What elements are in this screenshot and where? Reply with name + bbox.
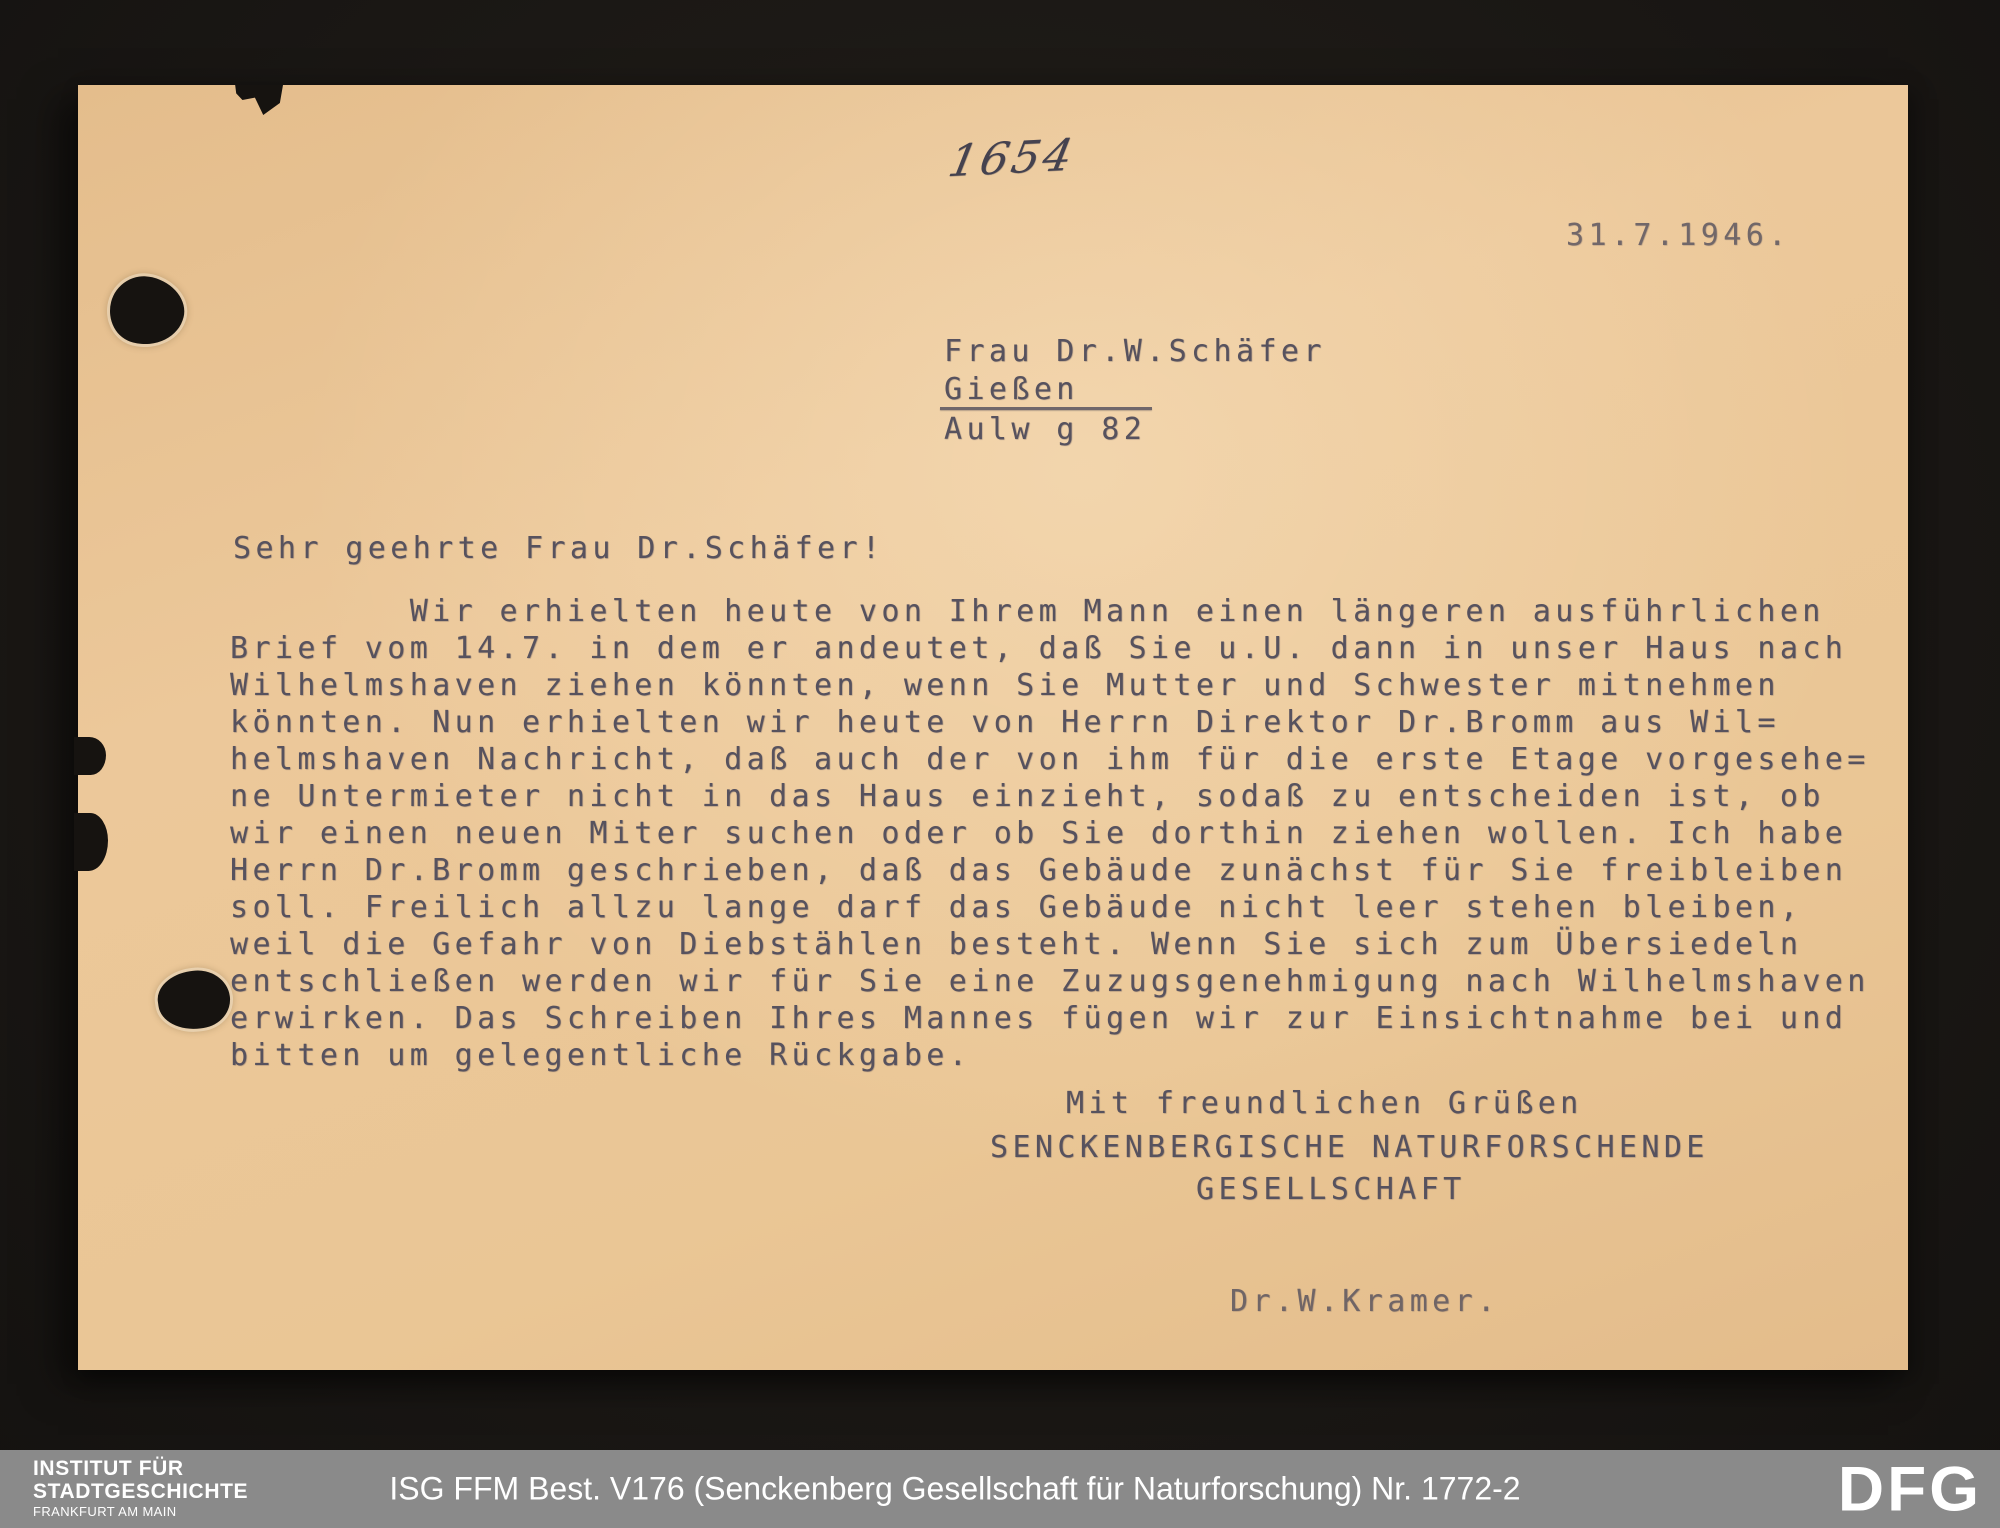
letter-body-line: erwirken. Das Schreiben Ihres Mannes fügen wir zur Einsichtnahme bei und xyxy=(230,1001,1848,1036)
letter-body-line: soll. Freilich allzu lange darf das Gebäude nicht leer stehen bleiben, xyxy=(230,890,1803,925)
letter-body-line: ne Untermieter nicht in das Haus einzieht, sodaß zu entscheiden ist, ob xyxy=(230,779,1825,814)
institute-name-line3: FRANKFURT AM MAIN xyxy=(33,1504,177,1520)
organization-name-line2: GESELLSCHAFT xyxy=(1196,1172,1466,1207)
archive-footer-bar xyxy=(0,1450,2000,1528)
torn-notch-top xyxy=(231,85,283,115)
letter-body-line: entschließen werden wir für Sie eine Zuzugsgenehmigung nach Wilhelmshaven xyxy=(230,964,1870,999)
recipient-name: Frau Dr.W.Schäfer xyxy=(944,334,1326,369)
letter-body-line: Wir erhielten heute von Ihrem Mann einen längeren ausführlichen xyxy=(230,594,1825,629)
signature: Dr.W.Kramer. xyxy=(1230,1284,1500,1319)
institute-name-line2: STADTGESCHICHTE xyxy=(33,1479,249,1503)
letter-body-line: weil die Gefahr von Diebstählen besteht. Wenn Sie sich zum Übersiedeln xyxy=(230,927,1803,962)
letter-body-line: könnten. Nun erhielten wir heute von Herrn Direktor Dr.Bromm aus Wil= xyxy=(230,705,1780,740)
letter-page xyxy=(78,85,1908,1370)
edge-tear-lower xyxy=(74,813,108,871)
salutation: Sehr geehrte Frau Dr.Schäfer! xyxy=(233,531,885,566)
letter-body xyxy=(230,593,1870,1074)
archive-reference: ISG FFM Best. V176 (Senckenberg Gesellschaft für Naturforschung) Nr. 1772-2 xyxy=(389,1470,1521,1507)
letter-body-line: helmshaven Nachricht, daß auch der von ihm für die erste Etage vorgesehe= xyxy=(230,742,1870,777)
letter-body-line: Brief vom 14.7. in dem er andeutet, daß Sie u.U. dann in unser Haus nach xyxy=(230,631,1848,666)
letter-body-line: wir einen neuen Miter suchen oder ob Sie dorthin ziehen wollen. Ich habe xyxy=(230,816,1848,851)
dfg-logo: DFG xyxy=(1837,1453,1982,1525)
letter-date: 31.7.1946. xyxy=(1566,218,1791,253)
letter-body-line: bitten um gelegentliche Rückgabe. xyxy=(230,1038,972,1073)
recipient-street: Aulw g 82 xyxy=(944,412,1147,447)
organization-name-line1: SENCKENBERGISCHE NATURFORSCHENDE xyxy=(990,1130,1709,1165)
closing-greeting: Mit freundlichen Grüßen xyxy=(1066,1086,1583,1121)
punch-hole-top xyxy=(103,269,191,353)
handwritten-page-number: 1654 xyxy=(944,129,1080,188)
letter-body-line: Wilhelmshaven ziehen könnten, wenn Sie Mutter und Schwester mitnehmen xyxy=(230,668,1780,703)
letter-body-line: Herrn Dr.Bromm geschrieben, daß das Gebäude zunächst für Sie freibleiben xyxy=(230,853,1848,888)
institute-logo xyxy=(33,1458,248,1519)
punch-hole-bottom xyxy=(154,966,233,1033)
institute-name-line1: INSTITUT FÜR xyxy=(33,1457,184,1480)
edge-tear-upper xyxy=(74,737,106,775)
city-underline xyxy=(940,407,1152,410)
recipient-city: Gießen xyxy=(944,372,1079,407)
